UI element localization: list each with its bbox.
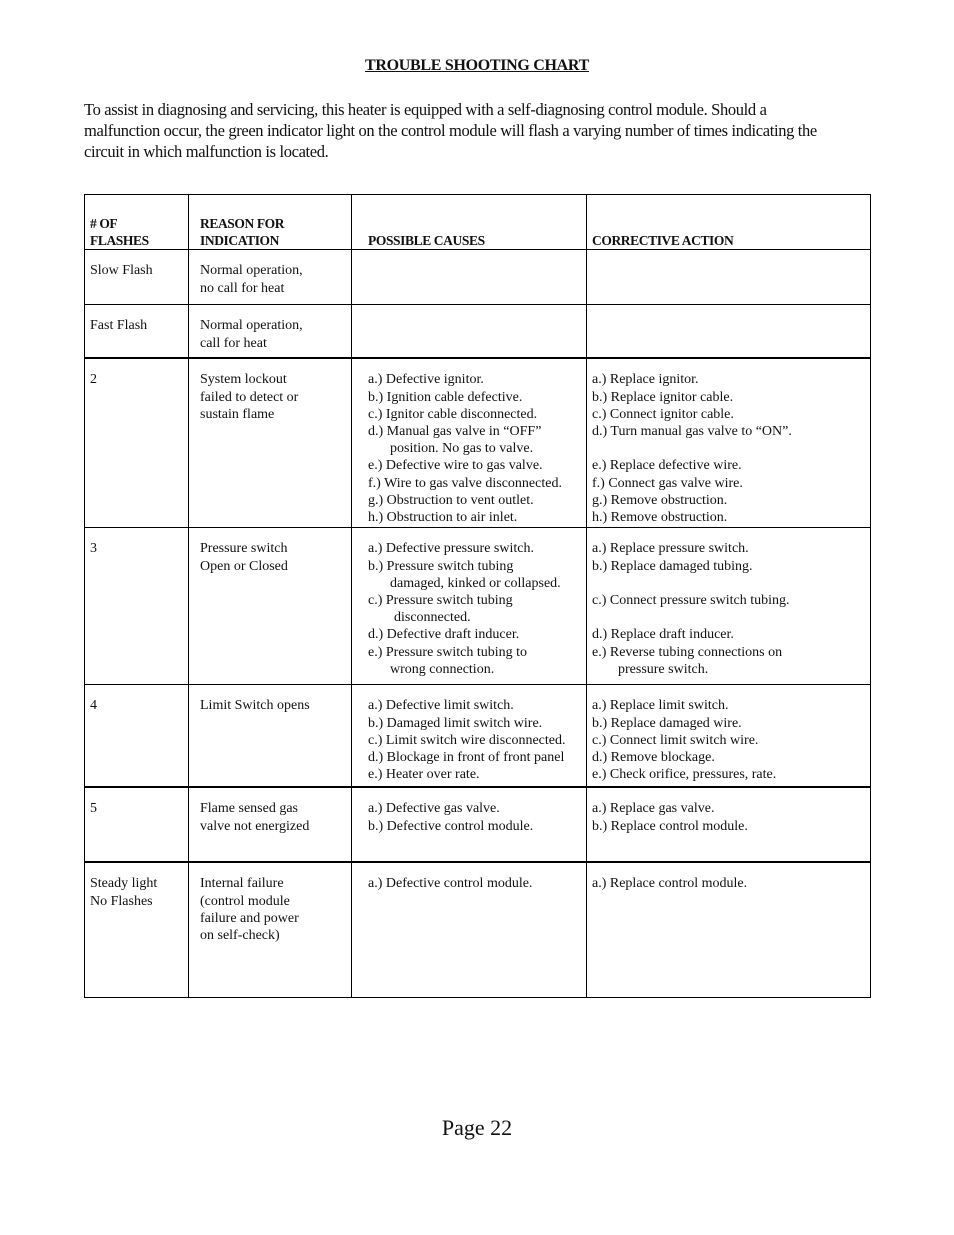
cause-line: e.) Pressure switch tubing to	[368, 644, 528, 660]
action-line: b.) Replace damaged tubing.	[592, 558, 753, 574]
table-row	[85, 528, 871, 685]
cell-causes	[352, 685, 587, 788]
header-flashes	[85, 195, 189, 250]
cell-flashes	[85, 358, 189, 528]
reason-text: Pressure switch	[200, 541, 288, 557]
cause-line: c.) Limit switch wire disconnected.	[368, 732, 566, 748]
action-line: b.) Replace ignitor cable.	[592, 389, 734, 405]
intro-line: To assist in diagnosing and servicing, this heater is equipped with a self-diagnosing control module. Should a	[84, 100, 767, 119]
table-row	[85, 250, 871, 305]
cell-causes	[352, 787, 587, 862]
cell-causes	[352, 528, 587, 685]
reason-text: sustain flame	[200, 406, 275, 422]
action-line: h.) Remove obstruction.	[592, 510, 728, 526]
cause-line: disconnected.	[394, 610, 471, 626]
reason-text: failed to detect or	[200, 389, 299, 405]
cause-line: a.) Defective pressure switch.	[368, 541, 534, 557]
header-text: # OF	[90, 216, 118, 231]
action-line	[592, 440, 870, 457]
reason-text: failure and power	[200, 910, 299, 926]
cell-actions	[587, 528, 871, 685]
action-line	[592, 575, 870, 592]
cell-causes	[352, 250, 587, 305]
action-line: e.) Reverse tubing connections on	[592, 644, 783, 660]
header-text: POSSIBLE CAUSES	[368, 233, 485, 248]
flashes-text: 3	[90, 541, 97, 557]
cell-actions	[587, 250, 871, 305]
reason-text: call for heat	[200, 335, 267, 351]
table-body	[85, 250, 871, 998]
cause-line: d.) Blockage in front of front panel	[368, 750, 565, 766]
cause-line: b.) Pressure switch tubing	[368, 558, 514, 574]
action-line: a.) Replace gas valve.	[592, 801, 715, 817]
cell-actions	[587, 358, 871, 528]
intro-line: circuit in which malfunction is located.	[84, 142, 329, 161]
cause-line: damaged, kinked or collapsed.	[390, 575, 561, 591]
header-text: INDICATION	[200, 233, 280, 249]
cell-reason	[189, 528, 352, 685]
reason-text: Internal failure	[200, 876, 284, 892]
reason-text: System lockout	[200, 372, 287, 388]
cause-line: c.) Ignitor cable disconnected.	[368, 406, 538, 422]
cause-line: d.) Manual gas valve in “OFF”	[368, 424, 542, 440]
table-row	[85, 685, 871, 788]
cause-line: position. No gas to valve.	[390, 441, 534, 457]
cell-actions	[587, 305, 871, 359]
action-line: d.) Turn manual gas valve to “ON”.	[592, 424, 792, 440]
cell-flashes	[85, 787, 189, 862]
trouble-shooting-table	[84, 194, 871, 998]
cell-flashes	[85, 685, 189, 788]
cause-line: b.) Defective control module.	[368, 818, 534, 834]
table-header-row	[85, 195, 871, 250]
reason-text: on self-check)	[200, 928, 280, 944]
cell-reason	[189, 250, 352, 305]
action-line	[592, 609, 870, 626]
action-line: f.) Connect gas valve wire.	[592, 475, 743, 491]
action-line: pressure switch.	[618, 661, 709, 677]
action-line: a.) Replace control module.	[592, 876, 748, 892]
action-line: b.) Replace control module.	[592, 818, 748, 834]
cell-causes	[352, 305, 587, 359]
cause-line: d.) Defective draft inducer.	[368, 627, 520, 643]
cause-line: a.) Defective control module.	[368, 876, 533, 892]
table-row	[85, 305, 871, 359]
cell-reason	[189, 862, 352, 998]
cause-line: a.) Defective gas valve.	[368, 801, 500, 817]
cell-reason	[189, 358, 352, 528]
action-line: c.) Connect pressure switch tubing.	[592, 593, 790, 608]
cause-line: e.) Defective wire to gas valve.	[368, 458, 543, 474]
reason-text: no call for heat	[200, 280, 285, 296]
cell-actions	[587, 862, 871, 998]
action-line: e.) Replace defective wire.	[592, 458, 742, 474]
cell-flashes	[85, 862, 189, 998]
intro-line: malfunction occur, the green indicator light on the control module will flash a varying number of times indicating the	[84, 121, 817, 140]
cause-line: b.) Ignition cable defective.	[368, 389, 523, 405]
cause-line: e.) Heater over rate.	[368, 767, 480, 783]
table-row	[85, 862, 871, 998]
cell-reason	[189, 685, 352, 788]
cell-flashes	[85, 305, 189, 359]
flashes-text: Fast Flash	[90, 318, 148, 334]
reason-text: Open or Closed	[200, 558, 288, 574]
table-row	[85, 787, 871, 862]
action-line: c.) Connect ignitor cable.	[592, 406, 734, 422]
flashes-text: 4	[90, 698, 97, 714]
action-line: b.) Replace damaged wire.	[592, 715, 742, 731]
cell-reason	[189, 787, 352, 862]
cause-line: a.) Defective limit switch.	[368, 698, 514, 714]
flashes-text: Steady light	[90, 876, 158, 892]
cause-line: h.) Obstruction to air inlet.	[368, 510, 518, 526]
action-line: e.) Check orifice, pressures, rate.	[592, 767, 777, 783]
header-action	[587, 195, 871, 250]
cause-line: wrong connection.	[390, 661, 495, 677]
cause-line: c.) Pressure switch tubing	[368, 593, 513, 609]
action-line: g.) Remove obstruction.	[592, 492, 728, 508]
header-text: CORRECTIVE ACTION	[592, 233, 734, 248]
header-text: REASON FOR	[200, 216, 285, 231]
flashes-text: Slow Flash	[90, 263, 153, 279]
action-line: a.) Replace pressure switch.	[592, 541, 749, 557]
action-line: d.) Remove blockage.	[592, 750, 715, 766]
header-causes	[352, 195, 587, 250]
reason-text: valve not energized	[200, 818, 310, 834]
header-reason	[189, 195, 352, 250]
cell-actions	[587, 787, 871, 862]
cause-line: g.) Obstruction to vent outlet.	[368, 492, 534, 508]
reason-text: Flame sensed gas	[200, 801, 298, 817]
table-row	[85, 358, 871, 528]
cause-line: a.) Defective ignitor.	[368, 372, 484, 388]
action-line: a.) Replace ignitor.	[592, 372, 699, 388]
reason-text: (control module	[200, 893, 290, 909]
page-number: Page 22	[441, 1115, 513, 1140]
cause-line: b.) Damaged limit switch wire.	[368, 715, 543, 731]
cause-line: f.) Wire to gas valve disconnected.	[368, 475, 562, 491]
flashes-text: No Flashes	[90, 893, 153, 909]
flashes-text: 5	[90, 801, 97, 817]
flashes-text: 2	[90, 372, 97, 388]
cell-causes	[352, 358, 587, 528]
chart-title: TROUBLE SHOOTING CHART	[365, 57, 589, 74]
cell-actions	[587, 685, 871, 788]
reason-text: Normal operation,	[200, 318, 303, 334]
intro-paragraph	[84, 99, 872, 162]
action-line: c.) Connect limit switch wire.	[592, 732, 759, 748]
reason-text: Limit Switch opens	[200, 698, 310, 714]
reason-text: Normal operation,	[200, 263, 303, 279]
cell-causes	[352, 862, 587, 998]
cell-reason	[189, 305, 352, 359]
cell-flashes	[85, 528, 189, 685]
action-line: d.) Replace draft inducer.	[592, 627, 734, 643]
header-text: FLASHES	[90, 233, 149, 249]
cell-flashes	[85, 250, 189, 305]
action-line: a.) Replace limit switch.	[592, 698, 729, 714]
